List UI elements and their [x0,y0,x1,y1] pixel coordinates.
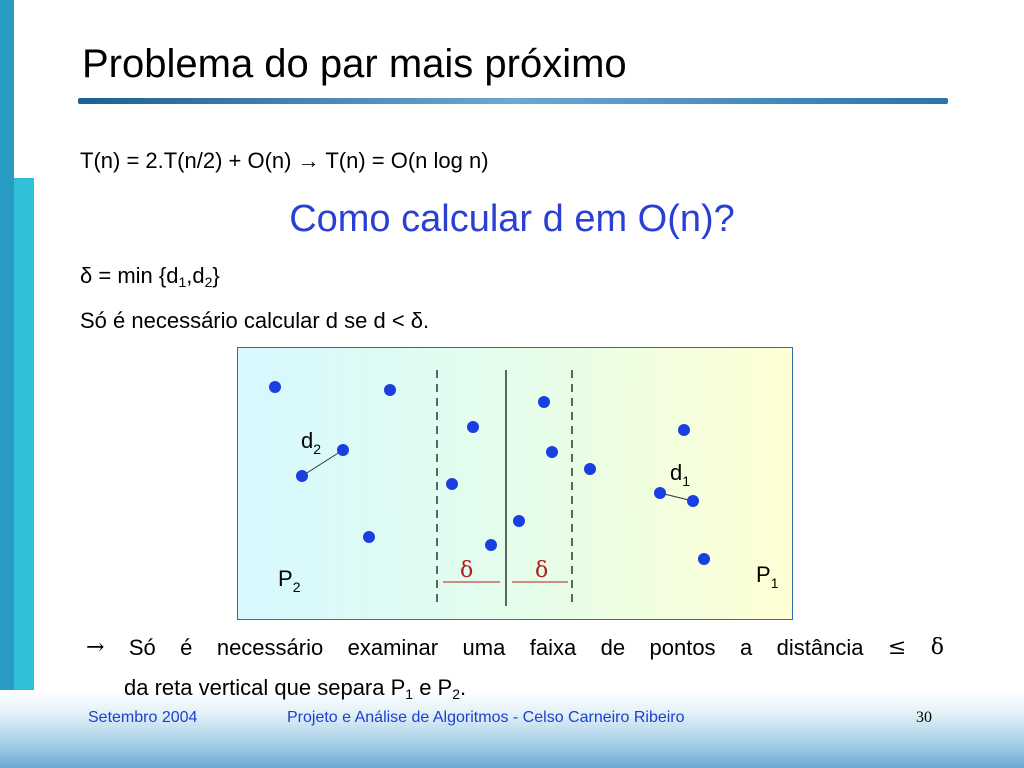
word: faixa [529,635,577,660]
label-p1: $P_1$ [756,562,779,591]
point [337,444,349,456]
point [538,396,550,408]
left-accent-bar [0,0,14,768]
point [584,463,596,475]
word: pontos [649,635,716,660]
conclusion-line-2 [86,674,944,702]
point [546,446,558,458]
title-underline [78,98,948,104]
label-d2: $d_2$ [301,428,322,457]
point [296,470,308,482]
label-d1: $d_1$ [670,460,691,489]
point [446,478,458,490]
closest-pair-diagram [237,347,793,620]
slide-title: Problema do par mais próximo [82,42,627,86]
word: de [600,635,626,660]
point [678,424,690,436]
point [363,531,375,543]
word: necessário [216,635,324,660]
delta-def-sub2: 2 [204,274,213,290]
arrow-icon: → [86,635,105,660]
line2-sub1: 1 [405,686,414,702]
point [698,553,710,565]
word: Só [128,635,156,660]
label-p2: $P_2$ [278,566,301,595]
point [687,495,699,507]
delta-def-sub1: 1 [178,274,187,290]
label-delta-left: δ [460,558,474,583]
line2-prefix: da reta vertical que separa P [124,675,406,700]
point [467,421,479,433]
word: é [180,635,193,660]
recurrence-equation: T(n) = 2.T(n/2) + O(n) → T(n) = O(n log n) [80,148,489,173]
delta-def-mid: ,d [186,263,205,288]
word: uma [462,635,506,660]
word: a [739,635,753,660]
point [654,487,666,499]
word: δ [930,635,944,660]
question-heading: Como calcular d em O(n)? [289,198,735,240]
delta-definition [80,262,220,290]
point [513,515,525,527]
word: examinar [347,635,439,660]
diagram-canvas [238,348,794,621]
point [269,381,281,393]
delta-def-suffix: } [212,263,220,288]
word: ≤ [887,635,907,660]
label-delta-right: δ [535,558,549,583]
footer-course: Projeto e Análise de Algoritmos - Celso Carneiro Ribeiro [287,709,685,726]
point [384,384,396,396]
condition-text: Só é necessário calcular d se d < δ. [80,308,430,333]
delta-def-prefix: δ = min {d [80,263,179,288]
point [485,539,497,551]
d2-segment [302,450,343,476]
left-accent-bar-lower [14,178,34,768]
footer-date: Setembro 2004 [88,709,198,726]
line2-mid: e P [413,675,453,700]
word: distância [776,635,864,660]
footer-page-number: 30 [916,709,932,726]
conclusion-text [86,634,944,702]
conclusion-line-1 [86,634,944,662]
line2-suffix: . [460,675,467,700]
line2-sub2: 2 [452,686,461,702]
